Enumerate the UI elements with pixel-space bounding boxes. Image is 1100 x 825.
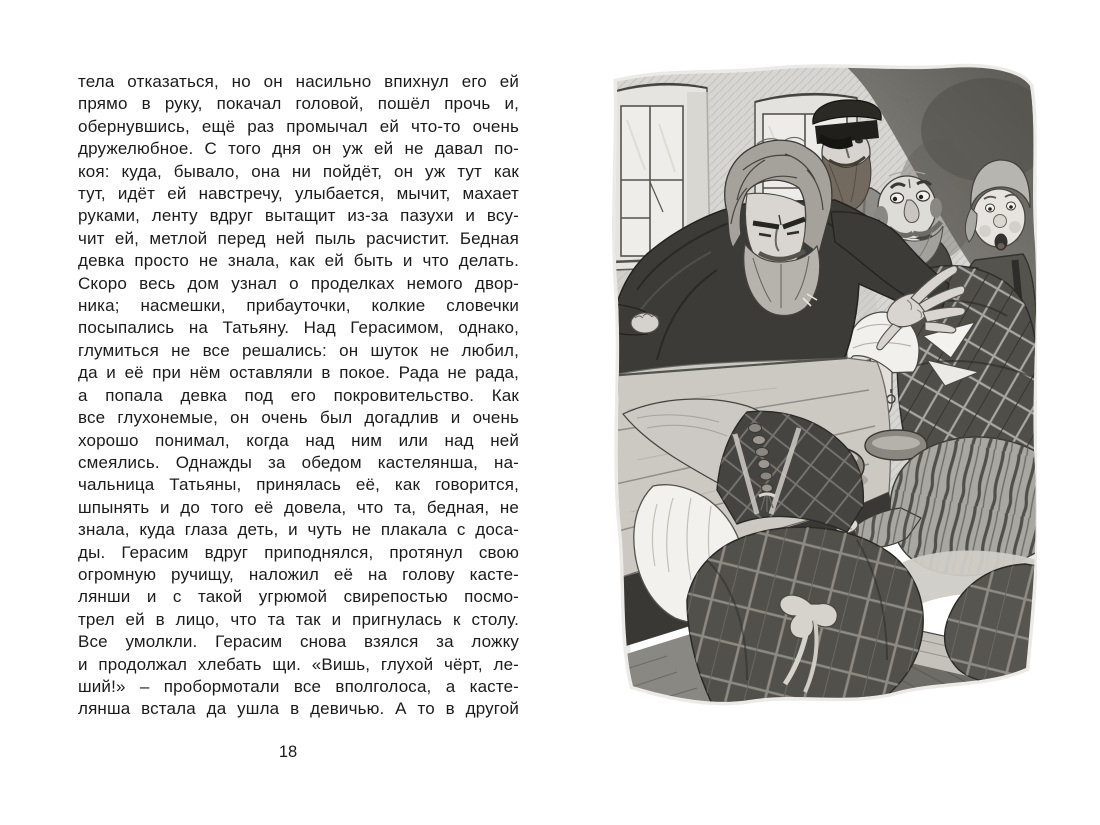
text-line: руками, ленту вдруг вытащит из-за пазухи и всу- (78, 206, 519, 226)
text-line: хорошо понимал, когда над ним или над ней (78, 430, 519, 450)
text-line: тут, идёт ей навстречу, улыбается, мычит, махает (78, 184, 519, 204)
text-line: и продолжал хлебать щи. «Вишь, глухой чёрт, ле- (78, 654, 519, 674)
text-line: Скоро весь дом узнал о проделках немого двор- (78, 273, 519, 293)
text-line: чит ей, метлой перед ней пыль расчистит. Бедная (78, 228, 519, 248)
text-line: ший!» – пробормотали все вполголоса, а касте- (78, 676, 519, 696)
text-line: глумиться не все решались: он шуток не любил, (78, 340, 519, 360)
text-line: огромную ручищу, наложил её на голову касте- (78, 564, 519, 584)
text-line: лянша встала да ушла в девичью. А то в другой (78, 699, 519, 719)
body-text (78, 71, 519, 721)
text-line: коя: куда, бывало, она ни пойдёт, он уж тут как (78, 161, 519, 181)
text-line: лянши и с такой угрюмой свирепостью посмо- (78, 587, 519, 607)
text-line: девка просто не знала, как ей быть и что делать. (78, 251, 519, 271)
page-number: 18 (278, 743, 298, 761)
text-line: знала, куда глаза деть, и чуть не плакала с доса- (78, 520, 519, 540)
illustration (607, 60, 1037, 712)
illustration-svg (607, 60, 1037, 712)
text-line: чальница Татьяны, принялась её, как говорится, (78, 475, 519, 495)
text-line: да и её при нём оставляли в покое. Рада не рада, (78, 363, 519, 383)
text-line: прямо в руку, покачал головой, пошёл прочь и, (78, 94, 519, 114)
text-line: шпынять и до того её довела, что та, бедная, не (78, 497, 519, 517)
text-line: а попала девка под его покровительство. Как (78, 385, 519, 405)
text-line: ника; насмешки, прибауточки, колкие словечки (78, 296, 519, 316)
text-line: посыпались на Татьяну. Над Герасимом, однако, (78, 318, 519, 338)
text-line: ды. Герасим вдруг приподнялся, протянул свою (78, 542, 519, 562)
text-line: дружелюбное. С того дня он уж ей не давал по- (78, 139, 519, 159)
text-line: смеялись. Однажды за обедом кастелянша, на- (78, 452, 519, 472)
text-line: тела отказаться, но он насильно впихнул его ей (78, 72, 519, 91)
text-line: трел ей в лицо, что та так и пригнулась к столу. (78, 609, 519, 629)
text-line: обернувшись, ещё раз промычал ей что-то очень (78, 116, 519, 136)
text-line: все глухонемые, он очень был догадлив и очень (78, 408, 519, 428)
text-line: Все умолкли. Герасим снова взялся за ложку (78, 632, 519, 652)
